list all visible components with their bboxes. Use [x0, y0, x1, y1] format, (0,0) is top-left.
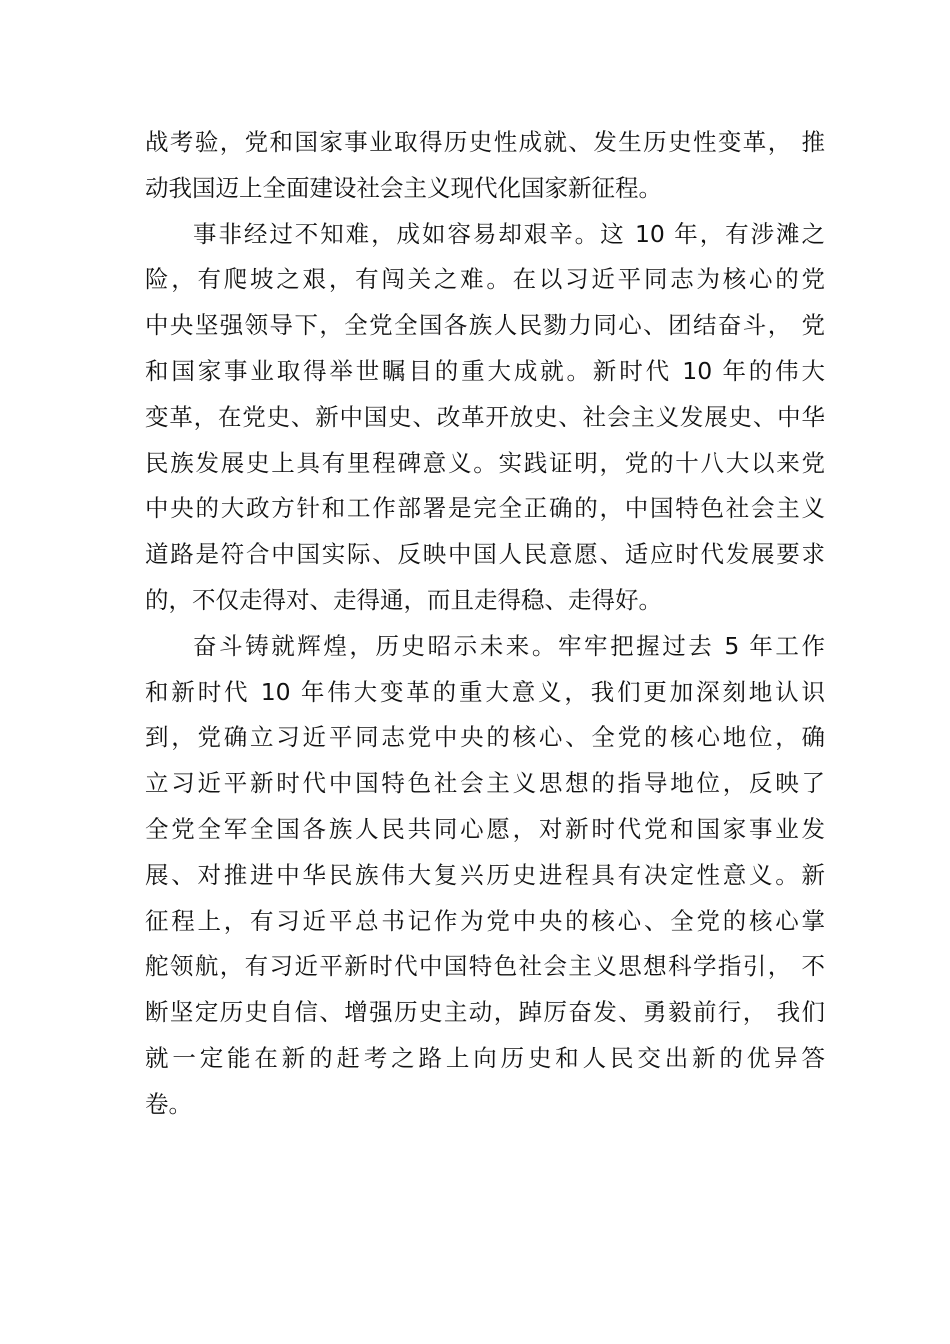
- paragraph-start-line: 事非经过不知难，成如容易却艰辛。这 10 年，有涉滩之: [193, 219, 825, 248]
- text-line: 到，党确立习近平同志党中央的核心、全党的核心地位，确: [145, 723, 825, 752]
- text-line: 全党全军全国各族人民共同心愿，对新时代党和国家事业发: [145, 814, 825, 843]
- text-line: 的，不仅走得对、走得通，而且走得稳、走得好。: [145, 585, 662, 614]
- text-line: 变革，在党史、新中国史、改革开放史、社会主义发展史、中华: [145, 402, 825, 431]
- text-line: 民族发展史上具有里程碑意义。实践证明，党的十八大以来党: [145, 448, 825, 477]
- text-line: 舵领航，有习近平新时代中国特色社会主义思想科学指引， 不: [145, 952, 825, 981]
- text-line: 险，有爬坡之艰，有闯关之难。在以习近平同志为核心的党: [145, 265, 825, 294]
- text-line: 战考验，党和国家事业取得历史性成就、发生历史性变革， 推: [145, 128, 825, 156]
- body-text: [145, 120, 825, 1128]
- text-line: 中央的大政方针和工作部署是完全正确的，中国特色社会主义: [145, 494, 825, 523]
- paragraph-start-line: 奋斗铸就辉煌，历史昭示未来。牢牢把握过去 5 年工作: [193, 631, 825, 660]
- text-line: 和国家事业取得举世瞩目的重大成就。新时代 10 年的伟大: [145, 356, 825, 385]
- text-line: 和新时代 10 年伟大变革的重大意义，我们更加深刻地认识: [145, 677, 825, 706]
- text-line: 断坚定历史自信、增强历史主动，踔厉奋发、勇毅前行， 我们: [145, 998, 825, 1027]
- text-line: 立习近平新时代中国特色社会主义思想的指导地位，反映了: [145, 769, 825, 798]
- text-line: 卷。: [145, 1089, 192, 1118]
- text-line: 中央坚强领导下，全党全国各族人民勠力同心、团结奋斗， 党: [145, 311, 825, 340]
- text-line: 就一定能在新的赶考之路上向历史和人民交出新的优异答: [145, 1043, 825, 1072]
- text-line: 道路是符合中国实际、反映中国人民意愿、适应时代发展要求: [145, 540, 825, 569]
- text-line: 展、对推进中华民族伟大复兴历史进程具有决定性意义。新: [145, 860, 825, 889]
- text-line: 动我国迈上全面建设社会主义现代化国家新征程。: [145, 173, 662, 202]
- text-line: 征程上，有习近平总书记作为党中央的核心、全党的核心掌: [145, 906, 825, 935]
